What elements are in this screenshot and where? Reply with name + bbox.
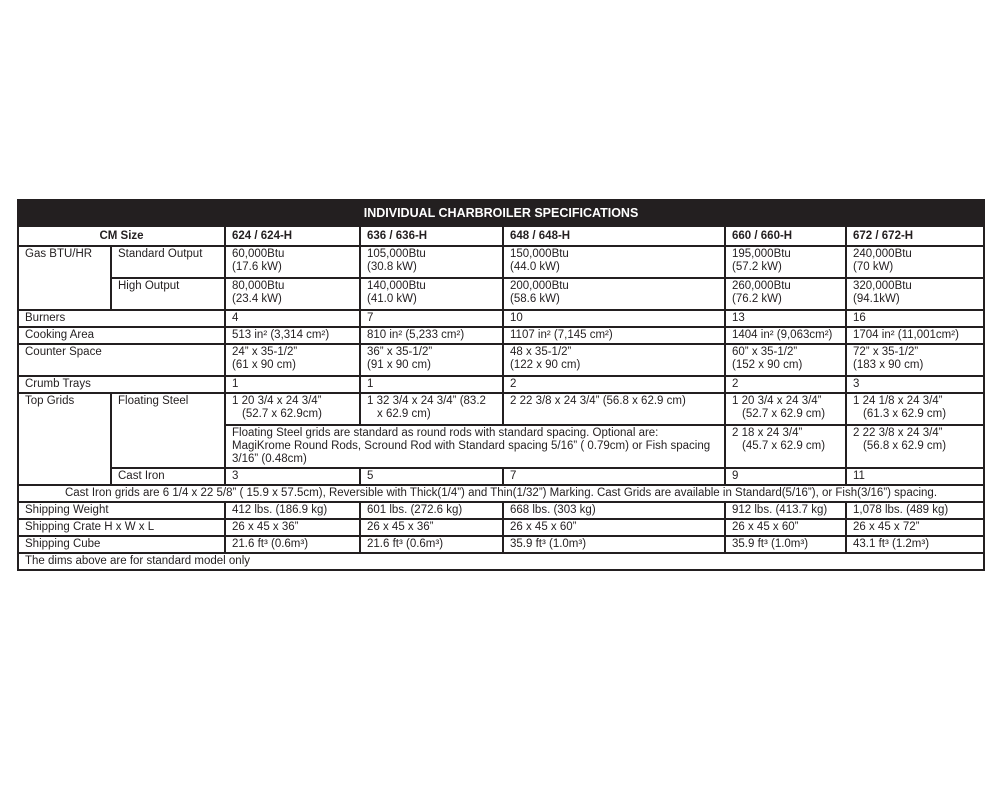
table-cell: 2 — [725, 376, 846, 393]
cell-line: 2 22 3/8 x 24 3/4” — [853, 427, 943, 439]
table-row — [18, 246, 984, 278]
table-cell: 16 — [846, 310, 984, 327]
cell-line: 1 20 3/4 x 24 3/4” — [732, 395, 822, 407]
table-cell: 21.6 ft³ (0.6m³) — [225, 536, 360, 553]
cell-line: (61.3 x 62.9 cm) — [863, 408, 947, 420]
table-cell — [846, 278, 984, 310]
cell-line: (122 x 90 cm) — [510, 359, 581, 371]
cell-line: 140,000Btu — [367, 280, 426, 292]
cell-line: (52.7 x 62.9 cm) — [742, 408, 826, 420]
row-label: Crumb Trays — [18, 376, 225, 393]
row-sublabel: Cast Iron — [111, 468, 225, 485]
cm-size-header: CM Size — [18, 226, 225, 246]
cell-line: 24” x 35-1/2” — [232, 346, 298, 358]
cell-line: (41.0 kW) — [367, 293, 417, 305]
table-row — [18, 553, 984, 570]
table-cell — [360, 344, 503, 376]
cell-line: (17.6 kW) — [232, 261, 282, 273]
table-cell: 1 — [360, 376, 503, 393]
table-cell: 1,078 lbs. (489 kg) — [846, 502, 984, 519]
table-cell — [725, 425, 846, 468]
table-cell: 810 in² (5,233 cm²) — [360, 327, 503, 344]
table-cell: 26 x 45 x 36” — [360, 519, 503, 536]
table-cell: 10 — [503, 310, 725, 327]
row-label: Counter Space — [18, 344, 225, 376]
cell-line: (45.7 x 62.9 cm) — [742, 440, 826, 452]
table-cell: 26 x 45 x 60” — [725, 519, 846, 536]
table-row — [18, 327, 984, 344]
cell-line: (70 kW) — [853, 261, 894, 273]
model-header: 672 / 672-H — [846, 226, 984, 246]
row-sublabel: Floating Steel — [111, 393, 225, 468]
cell-line: (152 x 90 cm) — [732, 359, 803, 371]
table-cell: 912 lbs. (413.7 kg) — [725, 502, 846, 519]
table-cell — [846, 246, 984, 278]
cell-line: 1 32 3/4 x 24 3/4” (83.2 — [367, 395, 486, 407]
model-header: 660 / 660-H — [725, 226, 846, 246]
row-label: Shipping Weight — [18, 502, 225, 519]
cell-line: (76.2 kW) — [732, 293, 782, 305]
table-row — [18, 376, 984, 393]
table-cell: 35.9 ft³ (1.0m³) — [725, 536, 846, 553]
table-row — [18, 393, 984, 425]
model-header: 648 / 648-H — [503, 226, 725, 246]
table-cell — [360, 393, 503, 425]
cell-line: 80,000Btu — [232, 280, 285, 292]
row-sublabel: Standard Output — [111, 246, 225, 278]
table-cell — [503, 344, 725, 376]
table-cell: 26 x 45 x 36” — [225, 519, 360, 536]
cell-line: 150,000Btu — [510, 248, 569, 260]
header-row — [18, 226, 984, 246]
table-cell: 26 x 45 x 72” — [846, 519, 984, 536]
table-cell: 1 — [225, 376, 360, 393]
table-cell — [225, 246, 360, 278]
cell-line: 195,000Btu — [732, 248, 791, 260]
table-cell: 3 — [225, 468, 360, 485]
cell-line: 1 20 3/4 x 24 3/4” — [232, 395, 322, 407]
cell-line: (23.4 kW) — [232, 293, 282, 305]
table-cell: 1704 in² (11,001cm²) — [846, 327, 984, 344]
table-cell: 1404 in² (9,063cm²) — [725, 327, 846, 344]
table-title: INDIVIDUAL CHARBROILER SPECIFICATIONS — [18, 200, 984, 226]
cell-line: (183 x 90 cm) — [853, 359, 924, 371]
cell-line: (30.8 kW) — [367, 261, 417, 273]
cell-line: 36” x 35-1/2” — [367, 346, 433, 358]
table-cell: 1107 in² (7,145 cm²) — [503, 327, 725, 344]
table-cell: 3 — [846, 376, 984, 393]
cell-line: (52.7 x 62.9cm) — [242, 408, 322, 420]
table-cell — [846, 425, 984, 468]
table-cell — [225, 344, 360, 376]
table-cell: 412 lbs. (186.9 kg) — [225, 502, 360, 519]
table-cell: 4 — [225, 310, 360, 327]
model-header: 624 / 624-H — [225, 226, 360, 246]
table-cell — [503, 246, 725, 278]
table-row — [18, 344, 984, 376]
cell-line: 48 x 35-1/2” — [510, 346, 572, 358]
table-cell — [725, 344, 846, 376]
cell-line: 2 22 3/8 x 24 3/4” (56.8 x 62.9 cm) — [510, 395, 686, 407]
cell-line: (44.0 kW) — [510, 261, 560, 273]
table-cell: 11 — [846, 468, 984, 485]
row-label: Top Grids — [18, 393, 111, 485]
table-cell: 13 — [725, 310, 846, 327]
table-cell: 43.1 ft³ (1.2m³) — [846, 536, 984, 553]
table-cell — [360, 246, 503, 278]
table-cell: 7 — [360, 310, 503, 327]
table-row — [18, 468, 984, 485]
table-cell: 5 — [360, 468, 503, 485]
table-row — [18, 278, 984, 310]
table-cell: 9 — [725, 468, 846, 485]
table-cell: 26 x 45 x 60” — [503, 519, 725, 536]
table-cell: 35.9 ft³ (1.0m³) — [503, 536, 725, 553]
row-label: Gas BTU/HR — [18, 246, 111, 310]
table-row — [18, 485, 984, 502]
table-cell — [846, 344, 984, 376]
table-row — [18, 536, 984, 553]
cell-line: 2 18 x 24 3/4” — [732, 427, 803, 439]
cell-line: 60,000Btu — [232, 248, 285, 260]
cell-line: 240,000Btu — [853, 248, 912, 260]
table-cell — [725, 246, 846, 278]
table-row — [18, 502, 984, 519]
table-cell — [503, 278, 725, 310]
table-cell: 513 in² (3,314 cm²) — [225, 327, 360, 344]
table-row — [18, 519, 984, 536]
row-sublabel: High Output — [111, 278, 225, 310]
row-label: Burners — [18, 310, 225, 327]
table-cell — [725, 393, 846, 425]
table-cell: 2 — [503, 376, 725, 393]
table-cell — [846, 393, 984, 425]
cell-line: (56.8 x 62.9 cm) — [863, 440, 947, 452]
table-cell: 601 lbs. (272.6 kg) — [360, 502, 503, 519]
cell-line: 320,000Btu — [853, 280, 912, 292]
cast-iron-note: Cast Iron grids are 6 1/4 x 22 5/8” ( 15.9 x 57.5cm), Reversible with Thick(1/4”) and Thin(1/32”) Marking. Cast Grids are available in Standard(5/16”), or Fish(3/16”) spacing. — [18, 485, 984, 502]
cell-line: 260,000Btu — [732, 280, 791, 292]
table-cell — [360, 278, 503, 310]
floating-steel-note: Floating Steel grids are standard as round rods with standard spacing. Optional are: MagiKrome Round Rods, Scround Rod with Standard spacing 5/16” ( 0.79cm) or Fish spacing 3/16” (0.48cm) — [225, 425, 725, 468]
row-label: Cooking Area — [18, 327, 225, 344]
table-cell: 21.6 ft³ (0.6m³) — [360, 536, 503, 553]
spec-table — [17, 199, 985, 571]
cell-line: (58.6 kW) — [510, 293, 560, 305]
cell-line: 1 24 1/8 x 24 3/4” — [853, 395, 943, 407]
cell-line: (91 x 90 cm) — [367, 359, 431, 371]
cell-line: (94.1kW) — [853, 293, 900, 305]
cell-line: x 62.9 cm) — [377, 408, 431, 420]
cell-line: 200,000Btu — [510, 280, 569, 292]
table-cell — [225, 278, 360, 310]
cell-line: 72” x 35-1/2” — [853, 346, 919, 358]
table-cell — [225, 393, 360, 425]
table-cell: 668 lbs. (303 kg) — [503, 502, 725, 519]
row-label: Shipping Cube — [18, 536, 225, 553]
row-label: Shipping Crate H x W x L — [18, 519, 225, 536]
cell-line: (61 x 90 cm) — [232, 359, 296, 371]
footnote: The dims above are for standard model only — [18, 553, 984, 570]
table-cell: 7 — [503, 468, 725, 485]
model-header: 636 / 636-H — [360, 226, 503, 246]
table-row — [18, 310, 984, 327]
table-cell — [725, 278, 846, 310]
cell-line: 60” x 35-1/2” — [732, 346, 798, 358]
cell-line: 105,000Btu — [367, 248, 426, 260]
cell-line: (57.2 kW) — [732, 261, 782, 273]
table-cell — [503, 393, 725, 425]
